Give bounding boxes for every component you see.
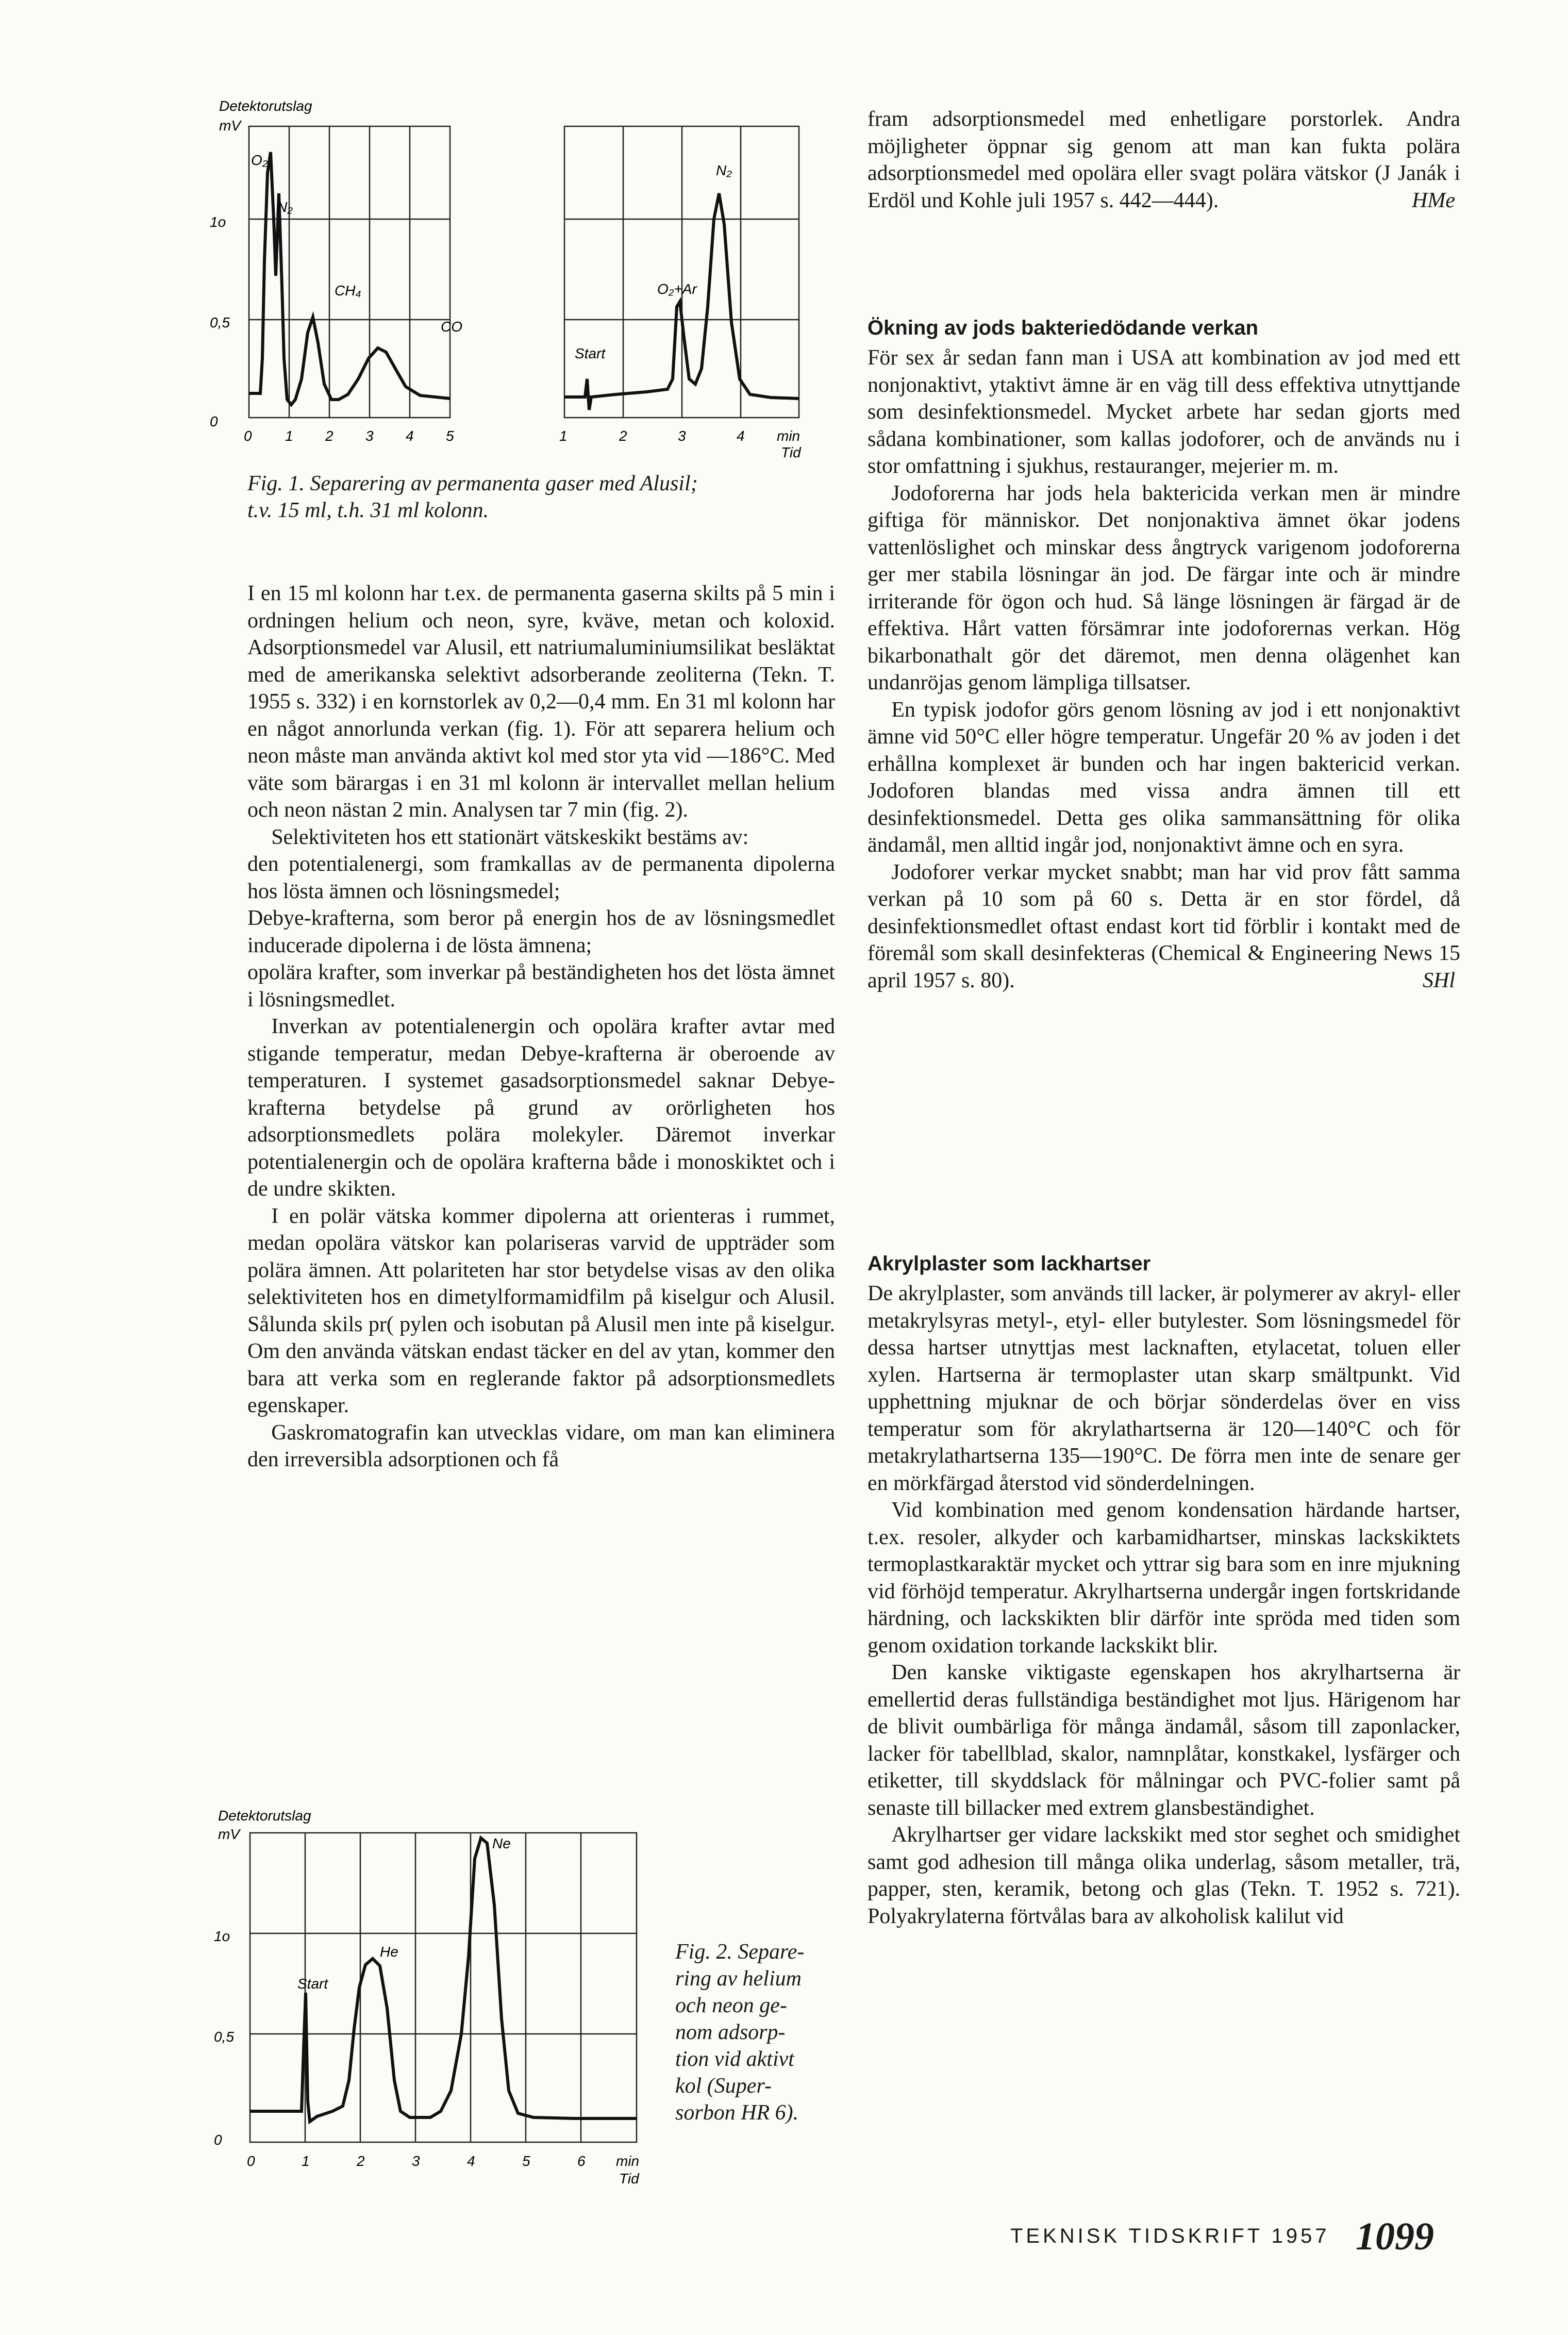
acrylic-paragraph-1: De akrylplaster, som används till lacker, är polymerer av akryl- eller metakrylsyras metyl-, etyl- eller butylester. Som lösningsmedel för dessa hartser utnyttjas mest lacknaften, etylacetat, toluen eller xylen. Hartserna är termoplaster utan skarp smältpunkt. Vid upphettning mjuknar de och börjar sönderdelas över en viss temperatur som för akrylathartserna är 120—140°C och för metakrylathartserna 135—190°C. De förra men inte de senare ger en mörkfärgad återstod vid sönderdelningen.	[868, 1282, 1460, 1495]
fig2-xtick-3: 3	[412, 2153, 420, 2169]
right-continuation-paragraph	[868, 106, 1460, 214]
fig1-xtick-l5: 5	[446, 428, 454, 444]
acrylic-paragraph-4: Akrylhartser ger vidare lackskikt med stor seghet och smidighet samt god adhesion till många olika underlag, såsom metaller, trä, papper, sten, keramik, betong och glas (Tekn. T. 1952 s. 721). Polyakrylaterna förtvålas bara av alkoholisk kalilut vid	[868, 1823, 1460, 1928]
fig1-xtick-r3: 3	[678, 428, 686, 444]
fig1-y-unit: mV	[219, 118, 241, 134]
fig1-peak-o2: O₂	[251, 152, 268, 168]
fig1-left-panel	[249, 126, 450, 418]
left-paragraph-2: Selektiviteten hos ett stationärt vätskeskikt bestäms av:	[271, 825, 749, 849]
fig1-xtick-l0: 0	[244, 428, 252, 444]
fig2-xtick-2: 2	[357, 2153, 365, 2169]
figure-2	[214, 1802, 678, 2207]
fig1-label-start: Start	[575, 345, 606, 361]
fig2-ytick-0: 0	[214, 2132, 222, 2148]
iodine-paragraph-3: En typisk jodofor görs genom lösning av jod i ett nonjonaktivt ämne vid 50°C eller högre temperatur. Ungefär 20 % av joden i det erhållna komplexet är bunden och har ingen baktericid verkan. Jodoforen blandas med vissa andra ämnen till ett desinfektionsmedel. Detta ges olika sammansättning för olika ändamål, men alltid ingår jod, nonjonaktivt ämne och en syra.	[868, 698, 1460, 857]
figure-1	[204, 90, 822, 464]
fig1-x-title: Tid	[781, 444, 801, 460]
fig2-xtick-6: 6	[577, 2153, 586, 2169]
fig2-x-title: Tid	[619, 2171, 639, 2187]
fig2-caption-line-3: och neon ge-	[675, 1994, 787, 2017]
fig1-ytick-1: 1o	[210, 214, 226, 230]
fig1-peak-o2ar: O₂+Ar	[657, 281, 697, 297]
acrylic-paragraph-3: Den kanske viktigaste egenskapen hos akrylhartserna är emellertid deras fullständiga beständighet mot ljus. Härigenom har de blivit oumbärliga för många ändamål, såsom till zaponlacker, lacker för tabellblad, skalor, namnplåtar, konstkakel, lysfärger och etiketter, till skyddslack för målningar och PVC-folier samt på senaste till billacker med extrem glansbeständighet.	[868, 1661, 1460, 1820]
iodine-paragraph-4-wrapper	[868, 859, 1460, 995]
article-acrylic-heading: Akrylplaster som lackhartser	[868, 1252, 1151, 1275]
left-paragraph-1: I en 15 ml kolonn har t.ex. de permanenta gaserna skilts på 5 min i ordningen helium och neon, syre, kväve, metan och koloxid. Adsorptionsmedel var Alusil, ett natriumaluminiumsilikat besläktat med de amerikanska selektivt adsorberande zeoliterna (Tekn. T. 1955 s. 332) i en kornstorlek av 0,2—0,4 mm. En 31 ml kolonn har en något annorlunda verkan (fig. 1). För att separera helium och neon måste man använda aktivt kol med stor yta vid —186°C. Med väte som bärargas i en 31 ml kolonn är intervallet mellan helium och neon nästan 2 min. Analysen tar 7 min (fig. 2).	[247, 582, 835, 822]
fig1-xtick-l4: 4	[406, 428, 414, 444]
fig1-xtick-l3: 3	[365, 428, 374, 444]
fig1-right-panel	[564, 126, 799, 418]
figure-1-chart	[204, 90, 822, 461]
fig2-xtick-5: 5	[522, 2153, 530, 2169]
fig2-y-unit: mV	[218, 1826, 240, 1842]
fig1-caption-line-1: Fig. 1. Separering av permanenta gaser med Alusil;	[247, 472, 698, 495]
right-continuation-text: fram adsorptionsmedel med enhetligare porstorlek. Andra möjligheter öppnar sig genom att man kan fukta polära adsorptionsmedel med opolära eller svagt polära vätskor (J Janák i Erdöl und Kohle juli 1957 s. 442—444).	[868, 107, 1460, 212]
signature-shl: SHl	[1423, 968, 1455, 992]
fig2-caption-line-4: nom adsorp-	[675, 2021, 786, 2044]
fig1-ytick-0: 0	[210, 413, 218, 429]
left-paragraph-6: Inverkan av potentialenergin och opolära krafter avtar med stigande temperatur, medan Debye-krafterna är oberoende av temperaturen. I systemet gasadsorptionsmedel saknar Debye-krafterna betydelse på grund av orörligheten hos adsorptionsmedlets polära molekyler. Däremot inverkar potentialenergin och de opolära krafterna både i monoskiktet och i de undre skikten.	[247, 1015, 835, 1201]
fig1-xtick-r1: 1	[559, 428, 568, 444]
page-footer	[1010, 2214, 1474, 2256]
fig1-peak-ch4: CH₄	[335, 283, 361, 299]
fig2-xtick-4: 4	[467, 2153, 475, 2169]
fig2-peak-he: He	[380, 1944, 398, 1960]
fig1-peak-n2: N₂	[277, 199, 293, 215]
journal-name: TEKNISK TIDSKRIFT 1957	[1010, 2225, 1330, 2247]
fig1-ytick-05: 0,5	[210, 314, 230, 330]
fig2-caption-line-7: sorbon HR 6).	[675, 2101, 799, 2125]
fig1-x-unit: min	[777, 428, 800, 444]
fig2-ytick-05: 0,5	[214, 2029, 234, 2045]
fig2-label-start: Start	[297, 1976, 328, 1992]
article-iodine	[868, 314, 1460, 994]
fig1-xtick-l1: 1	[285, 428, 293, 444]
left-paragraph-5: opolära krafter, som inverkar på beständigheten hos det lösta ämnet i lösningsmedlet.	[247, 961, 835, 1012]
fig2-x-unit: min	[616, 2153, 640, 2169]
left-paragraph-4: Debye-krafterna, som beror på energin hos de av lösningsmedlet inducerade dipolerna i de lösta ämnena;	[247, 906, 835, 957]
fig2-xtick-1: 1	[302, 2153, 310, 2169]
fig2-caption-line-5: tion vid aktivt	[675, 2047, 794, 2071]
fig1-xtick-r4: 4	[737, 428, 745, 444]
figure-1-caption	[247, 470, 840, 524]
fig2-xtick-0: 0	[247, 2153, 255, 2169]
iodine-paragraph-2: Jodoforerna har jods hela baktericida verkan men är mindre giftiga för människor. Det nonjonaktiva ämnet ökar jodens vattenlöslighet och minskar dess ångtryck varigenom jodoforerna ger mer stabila lösningar än jod. De färgar inte och är mindre irriterande för ögon och hud. Så länge lösningen är färgad är de effektiva. Hårt vatten försämrar inte jodoforernas verkan. Hög bikarbonathalt gör det däremot, men denna olägenhet kan undanröjas genom lämpliga tillsatser.	[868, 481, 1460, 694]
page-number: 1099	[1356, 2215, 1434, 2258]
fig2-caption-line-6: kol (Super-	[675, 2074, 772, 2098]
acrylic-paragraph-2: Vid kombination med genom kondensation härdande hartser, t.ex. resoler, alkyder och karbamidhartser, minskas lackskiktets termoplastkaraktär mycket och yttrar sig bara som en inre mjukning vid förhöjd temperatur. Akrylhartserna undergår ingen fortskridande härdning, och lackskikten blir därför inte spröda med tiden som genom oxidation torkande lackskikt blir.	[868, 1498, 1460, 1658]
fig1-xtick-l2: 2	[325, 428, 333, 444]
figure-2-chart	[214, 1802, 678, 2204]
iodine-paragraph-4: Jodoforer verkar mycket snabbt; man har vid prov fått samma verkan på 10 som på 60 s. Detta är en stor fördel, då desinfektionsmedlet oftast endast kort tid förblir i kontakt med de föremål som skall desinfekteras (Chemical & Engineering News 15 april 1957 s. 80).	[868, 860, 1460, 992]
figure-2-caption	[675, 1939, 850, 2126]
signature-hme: HMe	[1412, 188, 1455, 212]
fig2-caption-line-1: Fig. 2. Separe-	[675, 1940, 805, 1964]
left-column-text	[247, 580, 835, 1473]
fig1-caption-line-2: t.v. 15 ml, t.h. 31 ml kolonn.	[247, 499, 489, 522]
fig1-left-trace	[249, 152, 450, 405]
fig1-y-axis-title: Detektorutslag	[219, 98, 312, 114]
fig1-peak-n2-right: N₂	[716, 162, 732, 178]
iodine-paragraph-1: För sex år sedan fann man i USA att kombination av jod med ett nonjonaktivt, ytaktivt ämne är en väg till dess effektiva utnyttjande som desinfektionsmedel. Mycket arbete har sedan gjorts med sådana kombinationer, som kallas jodoforer, och de används nu i stor omfattning i sjukhus, restauranger, mejerier m. m.	[868, 346, 1460, 478]
left-paragraph-8: Gaskromatografin kan utvecklas vidare, om man kan eliminera den irreversibla adsorptionen och få	[247, 1420, 835, 1471]
fig2-caption-line-2: ring av helium	[675, 1967, 802, 1991]
fig2-y-axis-title: Detektorutslag	[218, 1808, 311, 1824]
left-paragraph-7: I en polär vätska kommer dipolerna att orienteras i rummet, medan opolära vätskor kan polariseras varvid de uppträder som polära ämnen. Att polariteten har stor betydelse visas av den olika selektiviteten hos en dimetylformamidfilm på kiselgur och Alusil. Sålunda skils pr( pylen och isobutan på Alusil men inte på kiselgur. Om den använda vätskan endast täcker en del av ytan, kommer den bara att verka som en reglerande faktor på adsorptionsmedlets egenskaper.	[247, 1204, 835, 1417]
left-paragraph-3: den potentialenergi, som framkallas av de permanenta dipolerna hos lösta ämnen och lösningsmedel;	[247, 852, 835, 903]
fig1-peak-co: CO	[441, 319, 462, 335]
article-iodine-heading: Ökning av jods bakteriedödande verkan	[868, 317, 1259, 339]
fig2-ytick-1: 1o	[214, 1928, 230, 1944]
fig2-peak-ne: Ne	[492, 1835, 511, 1851]
fig1-xtick-r2: 2	[619, 428, 627, 444]
article-acrylic	[868, 1250, 1460, 1930]
right-column-continuation	[868, 106, 1460, 214]
